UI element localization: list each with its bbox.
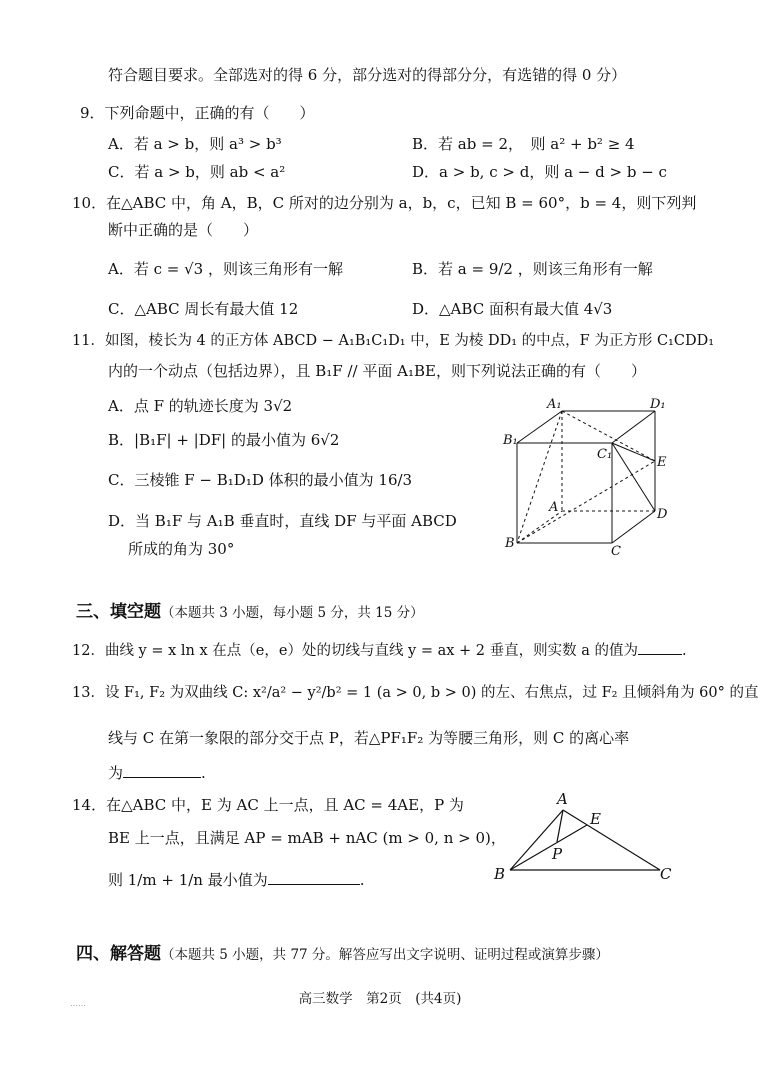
triangle-diagram <box>490 790 680 890</box>
q14-line3-text: 则 1/m + 1/n 最小值为 <box>108 871 268 889</box>
q11-option-d: D．当 B₁F 与 A₁B 垂直时，直线 DF 与平面 ABCD <box>108 512 457 530</box>
intro-line: 符合题目要求。全部选对的得 6 分，部分选对的得部分分，有选错的得 0 分） <box>108 66 627 84</box>
section-3-heading <box>76 597 424 622</box>
q9-stem: 9．下列命题中，正确的有（ ） <box>80 104 315 122</box>
q13-end: . <box>201 764 206 782</box>
q13-answer-blank[interactable] <box>123 763 201 778</box>
q11-option-c: C．三棱锥 F − B₁D₁D 体积的最小值为 16/3 <box>108 471 413 489</box>
cube-label-d1: D₁ <box>650 398 666 412</box>
q11-option-d-cont: 所成的角为 30° <box>128 540 235 558</box>
q9-option-d: D．a > b, c > d，则 a − d > b − c <box>412 163 667 181</box>
section-3-note: （本题共 3 小题，每小题 5 分，共 15 分） <box>161 605 424 621</box>
section-4-heading <box>76 939 609 964</box>
q11-stem-line1: 11．如图，棱长为 4 的正方体 ABCD − A₁B₁C₁D₁ 中，E 为棱 DD₁ 的中点，F 为正方形 C₁CDD₁ <box>72 333 715 349</box>
q11-option-a: A．点 F 的轨迹长度为 3√2 <box>108 397 293 415</box>
q13-line3 <box>108 763 206 783</box>
q10-option-b: B．若 a = 9/2 ，则该三角形有一解 <box>412 260 653 278</box>
tri-label-c: C <box>660 865 672 883</box>
q11-option-b: B．|B₁F| + |DF| 的最小值为 6√2 <box>108 431 340 449</box>
page-footer: 高三数学 第2页 (共4页) <box>298 991 462 1007</box>
cube-diagram <box>495 398 685 558</box>
q10-option-d: D．△ABC 面积有最大值 4√3 <box>412 300 613 318</box>
cube-label-b1: B₁ <box>503 433 518 448</box>
section-4-title: 四、解答题 <box>76 944 161 964</box>
q9-option-c: C．若 a > b，则 ab < a² <box>108 163 286 181</box>
q14-answer-blank[interactable] <box>268 870 360 885</box>
q10-stem-line1: 10．在△ABC 中，角 A，B，C 所对的边分别为 a，b，c，已知 B = 60°，b = 4，则下列判 <box>72 194 697 212</box>
q12-answer-blank[interactable] <box>638 640 682 655</box>
cube-label-c: C <box>611 544 621 558</box>
q14-line2: BE 上一点，且满足 AP = mAB + nAC (m > 0, n > 0)， <box>108 829 506 847</box>
q14-end: . <box>359 871 365 889</box>
section-3-title: 三、填空题 <box>76 602 161 622</box>
q10-stem-line2: 断中正确的是（ ） <box>108 221 259 239</box>
q12-text: 12．曲线 y = x ln x 在点（e，e）处的切线与直线 y = ax + 2 垂直，则实数 a 的值为 <box>72 643 638 659</box>
cube-label-c1: C₁ <box>597 447 613 462</box>
tri-label-a: A <box>557 790 568 808</box>
q10-option-a: A．若 c = √3 ，则该三角形有一解 <box>108 260 343 278</box>
q12-line <box>72 640 687 661</box>
corner-mark: …… <box>70 999 86 1008</box>
q13-line2: 线与 C 在第一象限的部分交于点 P，若△PF₁F₂ 为等腰三角形，则 C 的离心率 <box>108 729 630 747</box>
cube-label-a1: A₁ <box>547 398 562 412</box>
cube-label-b: B <box>505 536 515 551</box>
q12-end: . <box>682 643 687 659</box>
q11-stem-line2: 内的一个动点（包括边界），且 B₁F // 平面 A₁BE，则下列说法正确的有（ ） <box>108 362 646 380</box>
q10-option-c: C．△ABC 周长有最大值 12 <box>108 300 299 318</box>
cube-label-a: A <box>549 500 559 515</box>
q14-line1: 14．在△ABC 中，E 为 AC 上一点，且 AC = 4AE，P 为 <box>72 796 464 814</box>
tri-label-p: P <box>552 845 563 863</box>
tri-label-e: E <box>590 810 601 828</box>
q14-line3 <box>108 870 365 890</box>
q9-option-b: B．若 ab = 2， 则 a² + b² ≥ 4 <box>412 135 635 153</box>
section-4-note: （本题共 5 小题，共 77 分。解答应写出文字说明、证明过程或演算步骤） <box>161 947 609 963</box>
cube-label-e: E <box>657 455 667 470</box>
tri-label-b: B <box>494 865 506 883</box>
q13-line3-text: 为 <box>108 764 124 782</box>
q13-line1: 13．设 F₁, F₂ 为双曲线 C: x²/a² − y²/b² = 1 (a > 0, b > 0) 的左、右焦点，过 F₂ 且倾斜角为 60° 的直 <box>72 685 759 701</box>
q9-option-a: A．若 a > b，则 a³ > b³ <box>108 135 282 153</box>
cube-label-d: D <box>657 507 668 522</box>
